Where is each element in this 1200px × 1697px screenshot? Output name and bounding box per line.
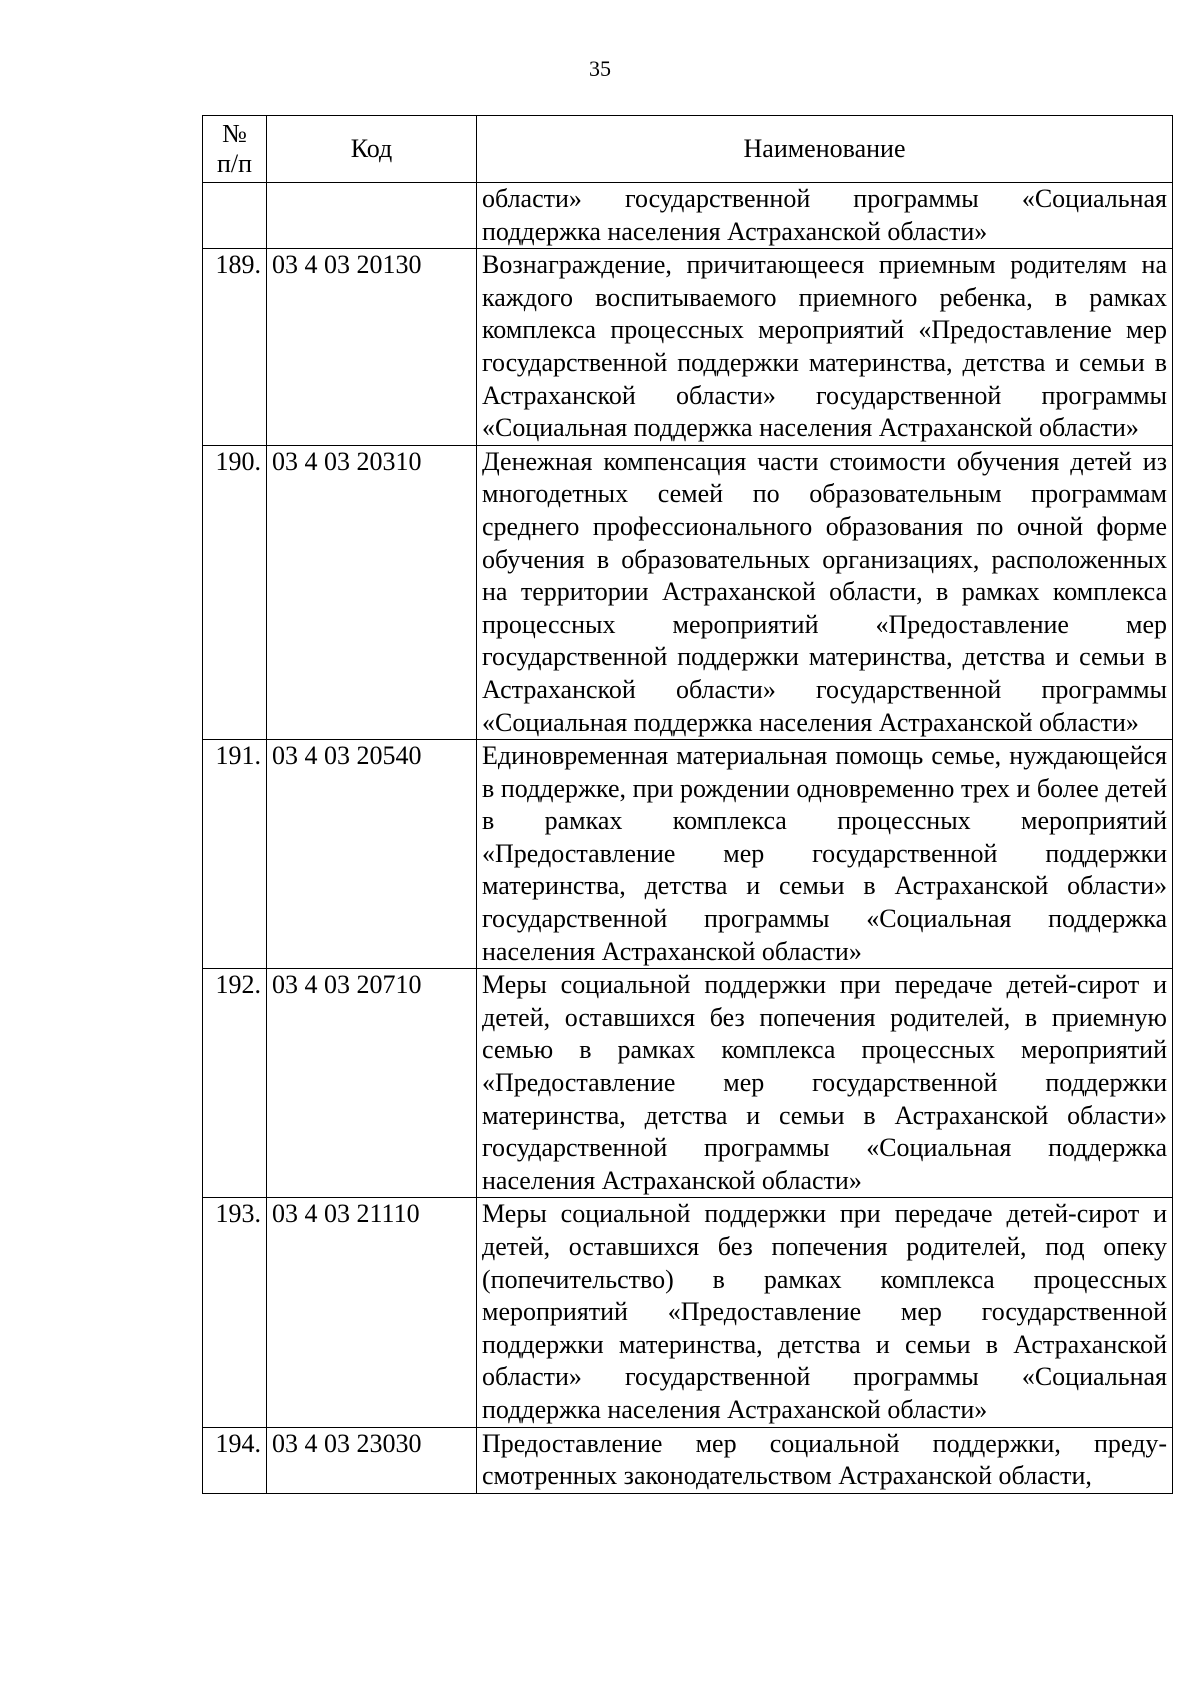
row-name: Вознаграждение, причитающееся приемным родителям на каждого воспитываемого приемного ребенка, в рамках комплекса процессных мероприятий «Предоставление мер государственной поддержки материнства, детства и семьи в Астраханской области» государственной программы «Социальная поддержка населения Астраханской области» [477, 249, 1173, 446]
table-row [203, 1198, 1173, 1427]
table-header-row [203, 116, 1173, 183]
row-number: 192. [203, 969, 267, 1198]
row-code [267, 183, 477, 249]
table-row [203, 445, 1173, 739]
table-row [203, 969, 1173, 1198]
page-number: 35 [589, 56, 611, 81]
table-row [203, 249, 1173, 446]
row-code: 03 4 03 20710 [267, 969, 477, 1198]
classification-table [202, 115, 1173, 1494]
row-name: Меры социальной поддержки при передаче детей-сирот и детей, оставшихся без попечения родителей, в приемную семью в рамках комплекса процессных мероприятий «Предоставление мер государственной поддержки материнства, детства и семьи в Астраханской области» государственной программы «Социальная поддержка населения Астраханской области» [477, 969, 1173, 1198]
column-header-number-abbrev: п/п [216, 149, 253, 178]
row-code: 03 4 03 20310 [267, 445, 477, 739]
row-name: Меры социальной поддержки при передаче детей-сирот и детей, оставшихся без попечения родителей, под опеку (попечительство) в рамках комплекса процессных мероприятий «Предоставление мер государственной поддержки материнства, детства и семьи в Астраханской области» государственной программы «Социальная поддержка населения Астраханской области» [477, 1198, 1173, 1427]
row-number: 189. [203, 249, 267, 446]
row-name: Единовременная материальная помощь семье, нуждающейся в поддержке, при рождении одновременно трех и более детей в рамках комплекса процессных мероприятий «Предоставление мер государственной поддержки материнства, детства и семьи в Астраханской области» государственной программы «Социальная поддержка населения Астраханской области» [477, 740, 1173, 969]
row-number: 194. [203, 1427, 267, 1493]
row-name: области» государственной программы «Социальная поддержка населения Астраханской области» [477, 183, 1173, 249]
table-row [203, 1427, 1173, 1493]
row-code: 03 4 03 23030 [267, 1427, 477, 1493]
row-code: 03 4 03 20540 [267, 740, 477, 969]
row-code: 03 4 03 21110 [267, 1198, 477, 1427]
table-row [203, 183, 1173, 249]
column-header-number-symbol: № [222, 119, 247, 148]
column-header-code: Код [267, 116, 477, 183]
row-number: 193. [203, 1198, 267, 1427]
table-row [203, 740, 1173, 969]
column-header-name: Наименование [477, 116, 1173, 183]
row-code: 03 4 03 20130 [267, 249, 477, 446]
row-number [203, 183, 267, 249]
row-name: Предоставление мер социальной поддержки, предусмотренных законодательством Астраханской области, [477, 1427, 1173, 1493]
row-number: 190. [203, 445, 267, 739]
column-header-number [203, 116, 267, 183]
row-name: Денежная компенсация части стоимости обучения детей из многодетных семей по образовательным программам среднего профессионального образования по очной форме обучения в образовательных организациях, расположенных на территории Астраханской области, в рамках комплекса процессных мероприятий «Предоставление мер государственной поддержки материнства, детства и семьи в Астраханской области» государственной программы «Социальная поддержка населения Астраханской области» [477, 445, 1173, 739]
row-number: 191. [203, 740, 267, 969]
